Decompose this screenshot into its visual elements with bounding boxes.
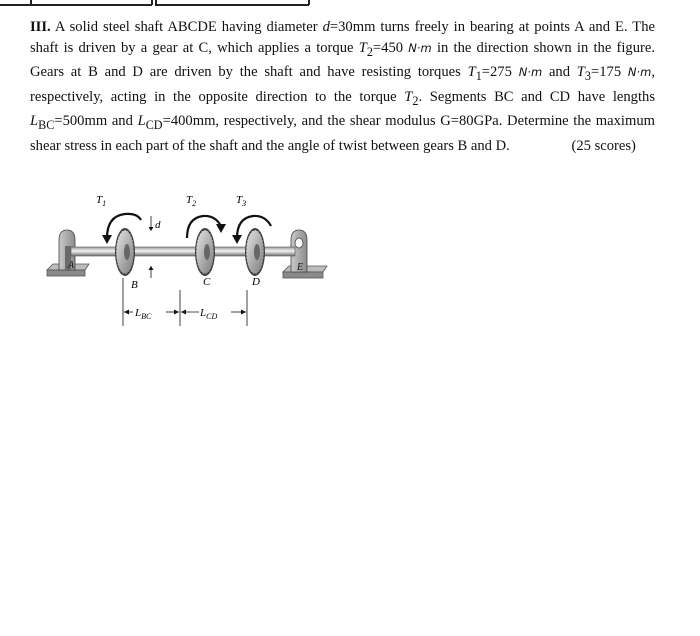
page-top-border (0, 0, 700, 6)
label-c: C (203, 276, 211, 288)
gear-c (195, 228, 215, 276)
label-e: E (297, 262, 304, 273)
label-d-gear: D (252, 276, 260, 288)
dimension-lcd (181, 307, 246, 321)
shaft-figure (45, 186, 335, 338)
problem-number: III. (30, 19, 51, 35)
gear-d (245, 228, 265, 276)
label-d: d (155, 219, 161, 231)
dimension-lbc (124, 307, 179, 321)
svg-text:LBC: $L_{BC}$ (135, 307, 152, 321)
scores-note: (25 scores) (571, 137, 636, 154)
label-t3: $T_3$ (236, 194, 247, 208)
problem-statement: III. A solid steel shaft ABCDE having diameter d=30mm turns freely in bearing at points A and E. The shaft is driven by a gear at C, which applies a torque $T_2=450$ N·m in the direction shown in the figure. Gears at B and D are driven by the shaft and have resisting torques $T_1=275$ N·m and $T_3=175$ N·m, respectively, acting in the opposite direction to the torque $T_2$. Segments BC and CD have lengths $L_{BC}=500mm$ and $L_{CD}=400mm$, respectively, and the shear modulus G=80GPa. Determine the maximum shear stress in each part of the shaft and the angle of twist between gears B and D. (25 scores) (30, 19, 656, 154)
shaft-diagram (45, 186, 335, 338)
gear-b (115, 228, 135, 276)
label-t2: $T_2$ (186, 194, 197, 208)
svg-text:LCD: $L_{CD}$ (200, 307, 218, 321)
label-t1: $T_1$ (96, 194, 107, 208)
label-a: A (68, 260, 75, 271)
label-b: B (131, 279, 138, 291)
